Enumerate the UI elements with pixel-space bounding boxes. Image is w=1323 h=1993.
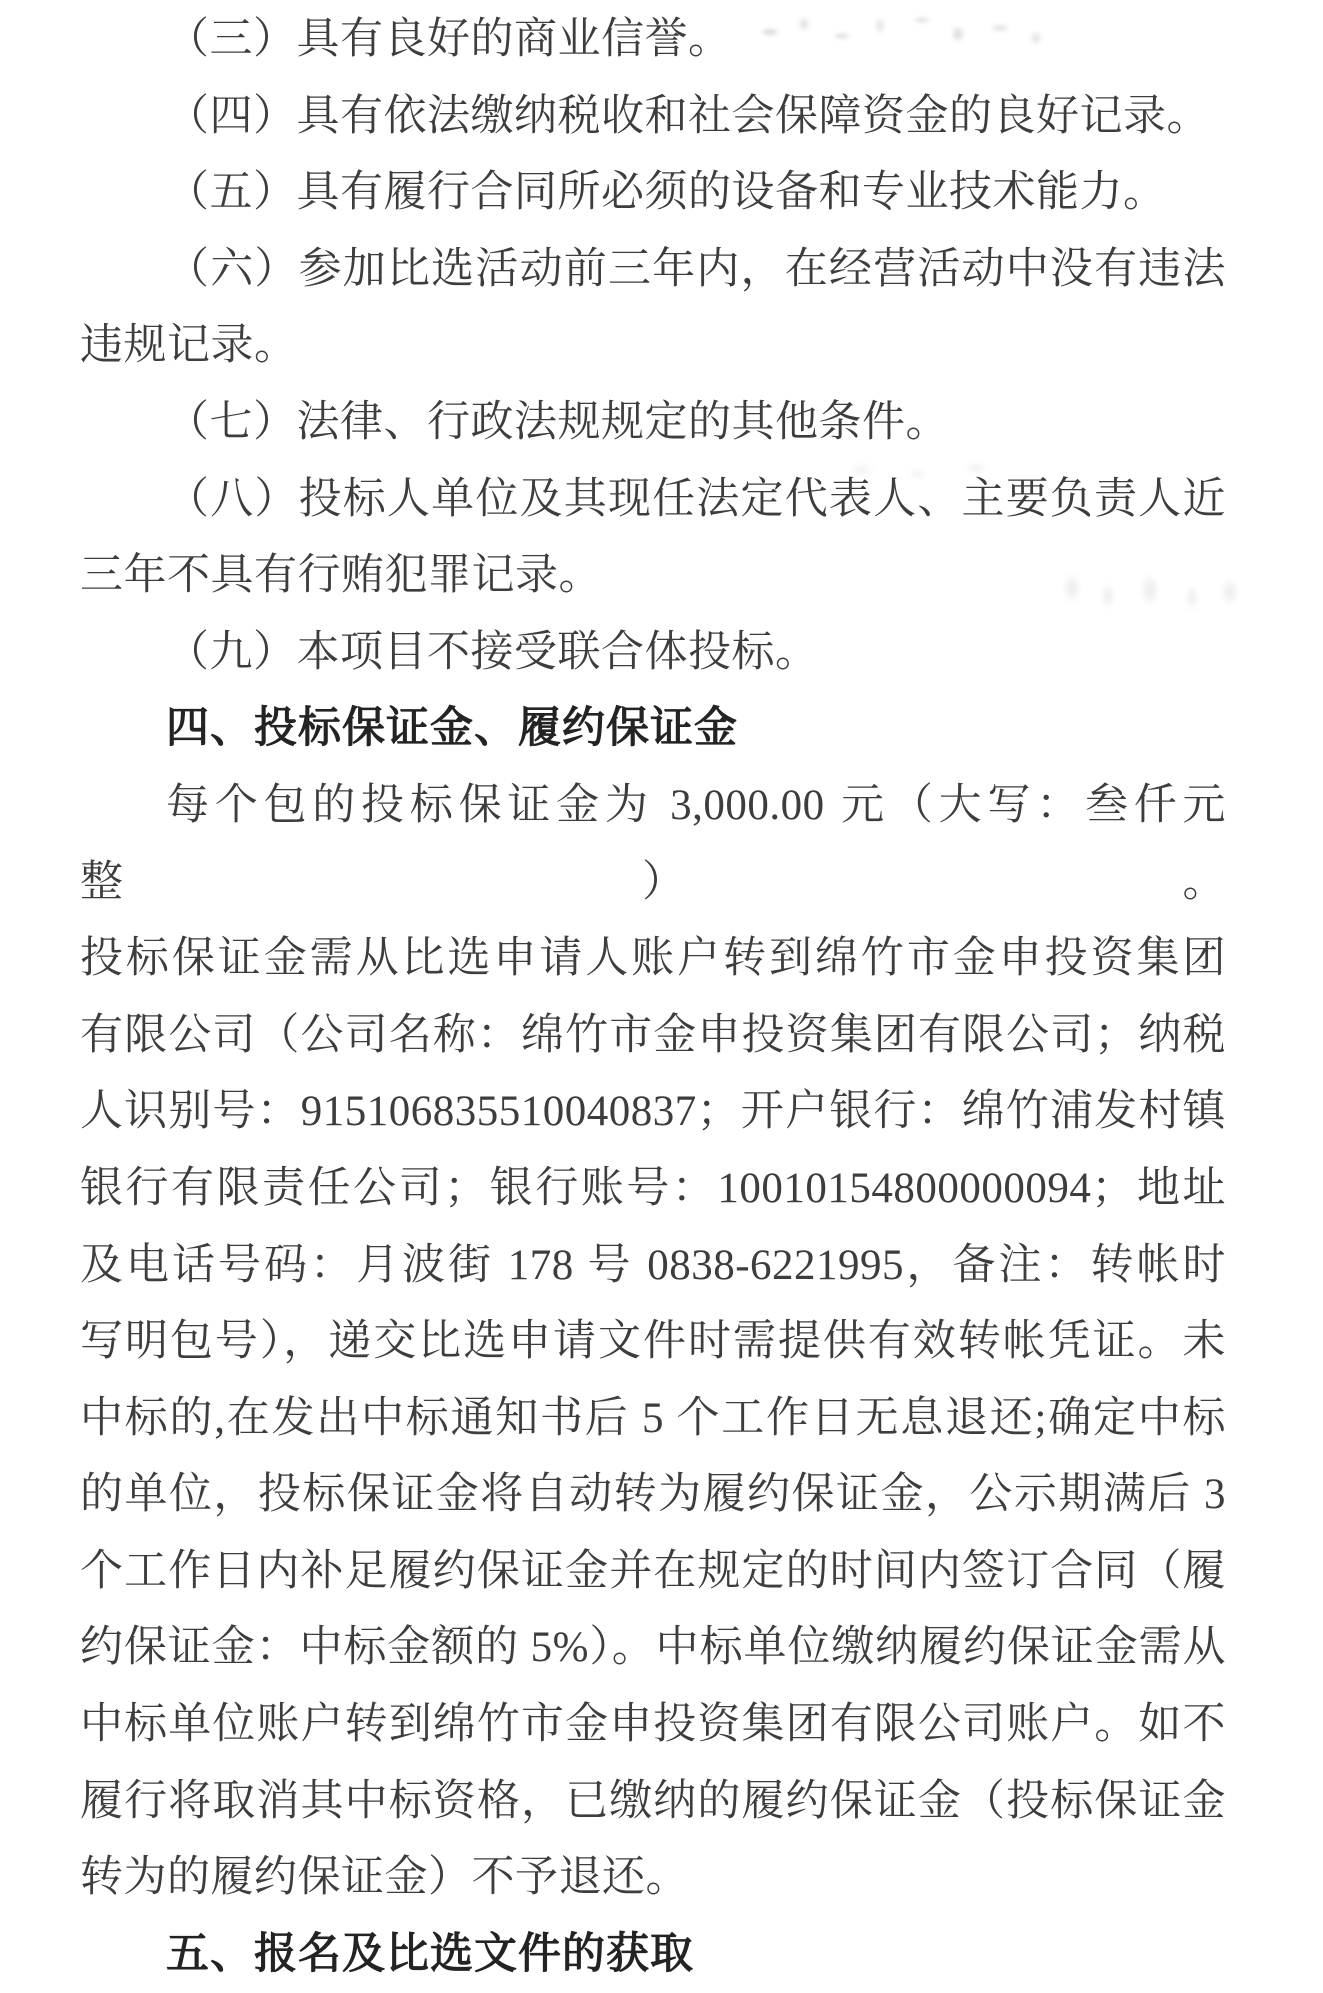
deposit-paragraph-line: 中标单位账户转到绵竹市金申投资集团有限公司账户。如不 <box>80 1701 1226 1749</box>
deposit-paragraph-line: 有限公司（公司名称：绵竹市金申投资集团有限公司；纳税 <box>80 1011 1226 1059</box>
condition-9: （九）本项目不接受联合体投标。 <box>166 628 819 676</box>
deposit-paragraph-line-last: 转为的履约保证金）不予退还。 <box>80 1854 689 1902</box>
deposit-paragraph-line: 履行将取消其中标资格，已缴纳的履约保证金（投标保证金 <box>80 1777 1226 1825</box>
condition-6-continued: 违规记录。 <box>80 322 298 370</box>
deposit-paragraph-line: 的单位，投标保证金将自动转为履约保证金，公示期满后 3 <box>80 1471 1226 1519</box>
condition-8-continued: 三年不具有行贿犯罪记录。 <box>80 552 602 600</box>
document-text-block <box>80 2 1226 1993</box>
deposit-paragraph-line: 写明包号），递交比选申请文件时需提供有效转帐凭证。未 <box>80 1318 1226 1366</box>
deposit-paragraph-line: 投标保证金需从比选申请人账户转到绵竹市金申投资集团 <box>80 935 1226 983</box>
deposit-paragraph-line: 每个包的投标保证金为 3,000.00 元（大写：叁仟元整）。 <box>80 781 1226 906</box>
deposit-paragraph-line: 约保证金：中标金额的 5%）。中标单位缴纳履约保证金需从 <box>80 1624 1226 1672</box>
condition-5: （五）具有履行合同所必须的设备和专业技术能力。 <box>166 169 1167 217</box>
deposit-paragraph-line: 人识别号：915106835510040837；开户银行：绵竹浦发村镇 <box>80 1088 1226 1136</box>
condition-4: （四）具有依法缴纳税收和社会保障资金的良好记录。 <box>166 92 1210 140</box>
section-heading-registration: 五、报名及比选文件的获取 <box>166 1930 694 1978</box>
section-heading-deposit: 四、投标保证金、履约保证金 <box>166 705 738 753</box>
deposit-paragraph-line: 及电话号码：月波街 178 号 0838-6221995，备注：转帐时 <box>80 1241 1226 1289</box>
deposit-paragraph-line: 银行有限责任公司；银行账号：10010154800000094；地址 <box>80 1164 1226 1212</box>
condition-6: （六）参加比选活动前三年内，在经营活动中没有违法 <box>166 245 1226 293</box>
condition-7: （七）法律、行政法规规定的其他条件。 <box>166 398 949 446</box>
deposit-paragraph-line: 中标的,在发出中标通知书后 5 个工作日无息退还;确定中标 <box>80 1394 1226 1442</box>
condition-8: （八）投标人单位及其现任法定代表人、主要负责人近 <box>166 475 1226 523</box>
condition-3: （三）具有良好的商业信誉。 <box>166 16 732 63</box>
deposit-paragraph-line: 个工作日内补足履约保证金并在规定的时间内签订合同（履 <box>80 1547 1226 1595</box>
